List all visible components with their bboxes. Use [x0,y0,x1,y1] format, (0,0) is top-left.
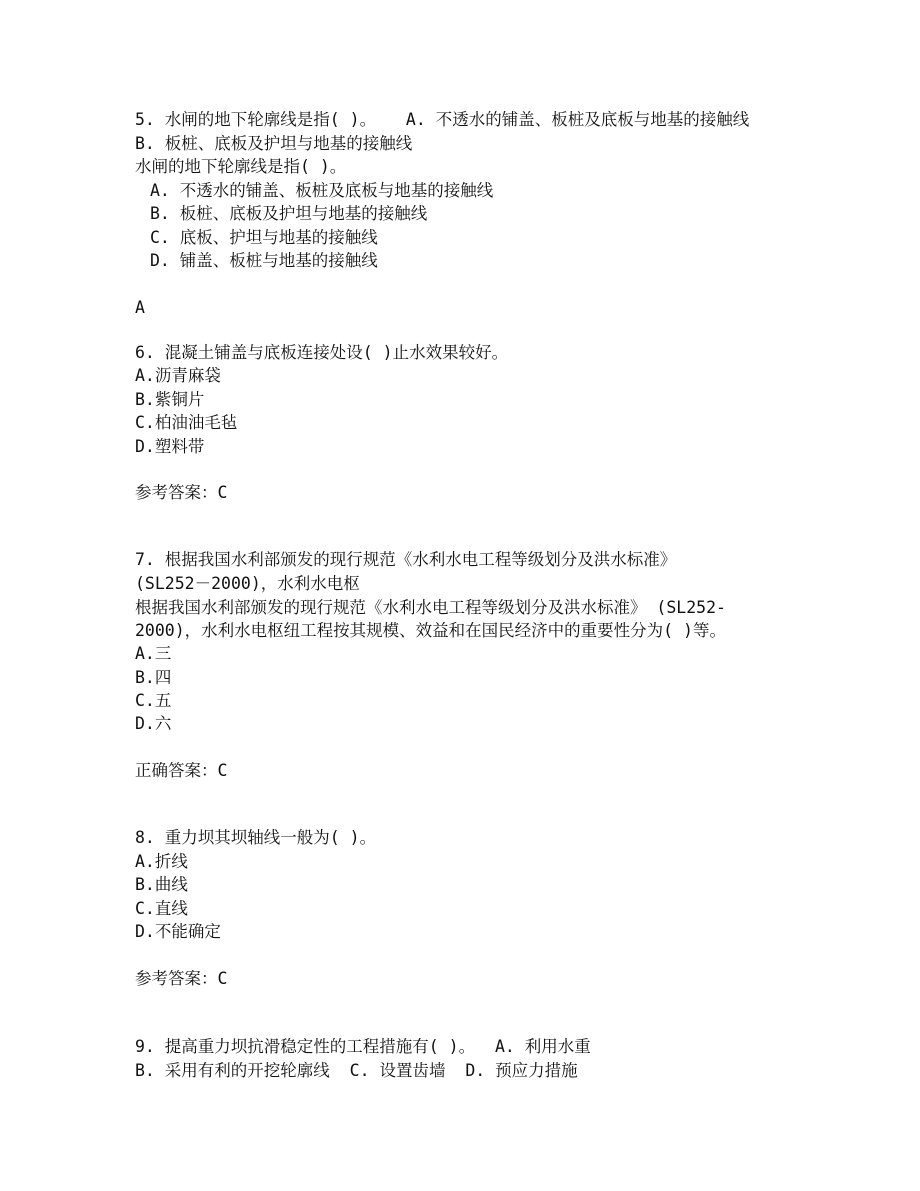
q6-option-b: B.紫铜片 [135,390,205,409]
q7-answer: 正确答案：C [135,761,228,780]
q6-option-d: D.塑料带 [135,437,205,456]
q7-stem-line2: (SL252－2000)，水利水电枢 [135,574,360,593]
q7-question-line2: 2000)，水利水电枢纽工程按其规模、效益和在国民经济中的重要性分为( )等。 [135,621,726,640]
q5-option-c: C. 底板、护坦与地基的接触线 [150,228,378,247]
q9-stem-line2: B. 采用有利的开挖轮廓线 C. 设置齿墙 D. 预应力措施 [135,1061,578,1080]
q7-stem-line1: 7. 根据我国水利部颁发的现行规范《水利水电工程等级划分及洪水标准》 [135,550,677,569]
q6-option-a: A.沥青麻袋 [135,366,221,385]
q8-option-c: C.直线 [135,899,188,918]
q5-stem-line2: B. 板桩、底板及护坦与地基的接触线 [135,134,413,153]
q5-option-b: B. 板桩、底板及护坦与地基的接触线 [150,204,428,223]
q5-answer: A [135,298,145,317]
q6-stem: 6. 混凝土铺盖与底板连接处设( )止水效果较好。 [135,343,509,362]
q7-question-line1: 根据我国水利部颁发的现行规范《水利水电工程等级划分及洪水标准》 (SL252- [135,598,726,617]
q6-option-c: C.柏油油毛毡 [135,413,238,432]
q8-stem: 8. 重力坝其坝轴线一般为( )。 [135,828,377,847]
q8-option-a: A.折线 [135,852,188,871]
q5-question: 水闸的地下轮廓线是指( )。 [135,157,347,176]
q7-option-d: D.六 [135,714,172,733]
q8-option-b: B.曲线 [135,875,188,894]
q8-answer: 参考答案：C [135,969,228,988]
q7-option-a: A.三 [135,644,172,663]
q6-answer: 参考答案：C [135,483,228,502]
q5-option-a: A. 不透水的铺盖、板桩及底板与地基的接触线 [150,181,494,200]
q9-stem-line1: 9. 提高重力坝抗滑稳定性的工程措施有( )。 A. 利用水重 [135,1037,591,1056]
q8-option-d: D.不能确定 [135,922,221,941]
q7-option-b: B.四 [135,668,172,687]
q7-option-c: C.五 [135,691,172,710]
q5-option-d: D. 铺盖、板桩与地基的接触线 [150,251,378,270]
q5-stem-line1: 5. 水闸的地下轮廓线是指( )。 A. 不透水的铺盖、板桩及底板与地基的接触线 [135,110,750,129]
